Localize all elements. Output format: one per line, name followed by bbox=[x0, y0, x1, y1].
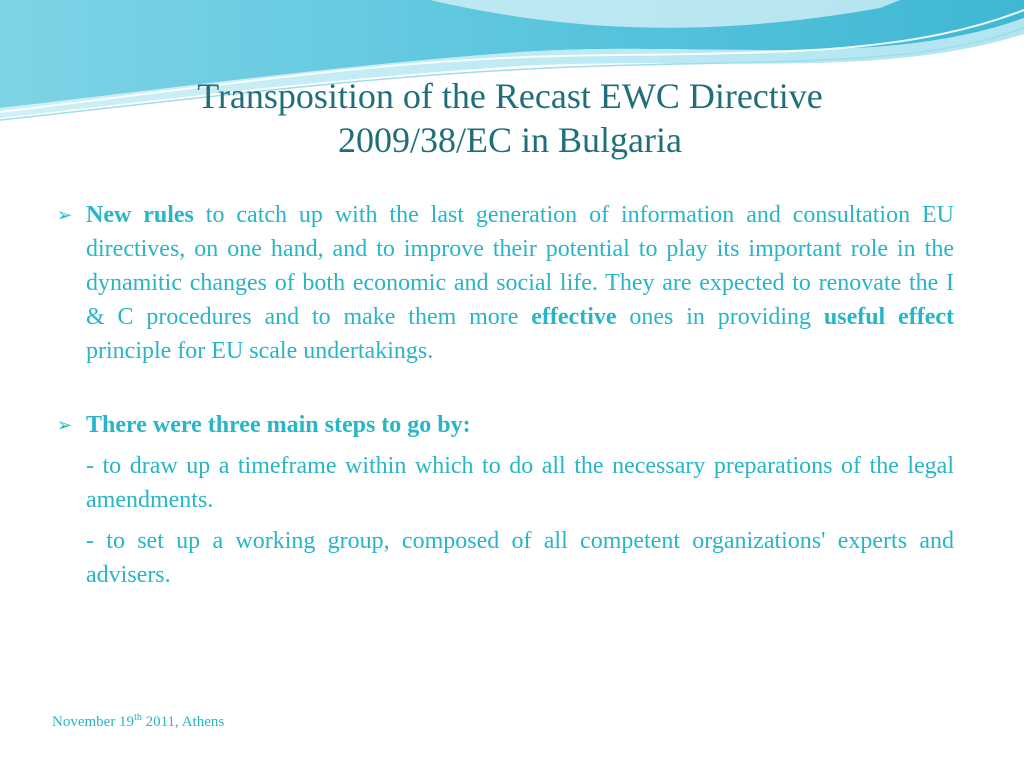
bold-effective: effective bbox=[531, 304, 617, 330]
arrow-bullet-icon: ➢ bbox=[57, 205, 73, 225]
bold-useful-effect: useful effect bbox=[823, 304, 954, 330]
title-line-1: Transposition of the Recast EWC Directive bbox=[197, 76, 823, 116]
footer-date: November 19 bbox=[52, 714, 135, 730]
bullet-three-steps bbox=[55, 408, 954, 442]
steps-heading: There were three main steps to go by: bbox=[86, 412, 471, 438]
bullet1-text-part2: ones in providing bbox=[616, 304, 824, 330]
step-working-group: - to set up a working group, composed of all competent organizations' experts and advisers. bbox=[86, 528, 954, 588]
bullet-new-rules bbox=[55, 198, 954, 368]
footer-ordinal: th bbox=[134, 712, 142, 723]
footer-location: 2011, Athens bbox=[141, 714, 225, 730]
footer-date-location bbox=[52, 712, 224, 731]
title-line-2: 2009/38/EC in Bulgaria bbox=[338, 120, 682, 160]
bullet1-text-part3: principle for EU scale undertakings. bbox=[86, 338, 434, 364]
slide-body bbox=[55, 198, 954, 592]
bullet1-text-part1: to catch up with the last generation of information and consultation EU directives, on one hand, and to improve their potential to play its important role in the dynamitic changes of both economic and social life. They are expected to renovate the I & C procedures and to make them more bbox=[86, 202, 954, 330]
step-timeframe: - to draw up a timeframe within which to do all the necessary preparations of the legal amendments. bbox=[86, 453, 954, 513]
slide-title bbox=[100, 74, 920, 162]
arrow-bullet-icon: ➢ bbox=[57, 415, 73, 435]
bold-new-rules: New rules bbox=[86, 202, 194, 228]
